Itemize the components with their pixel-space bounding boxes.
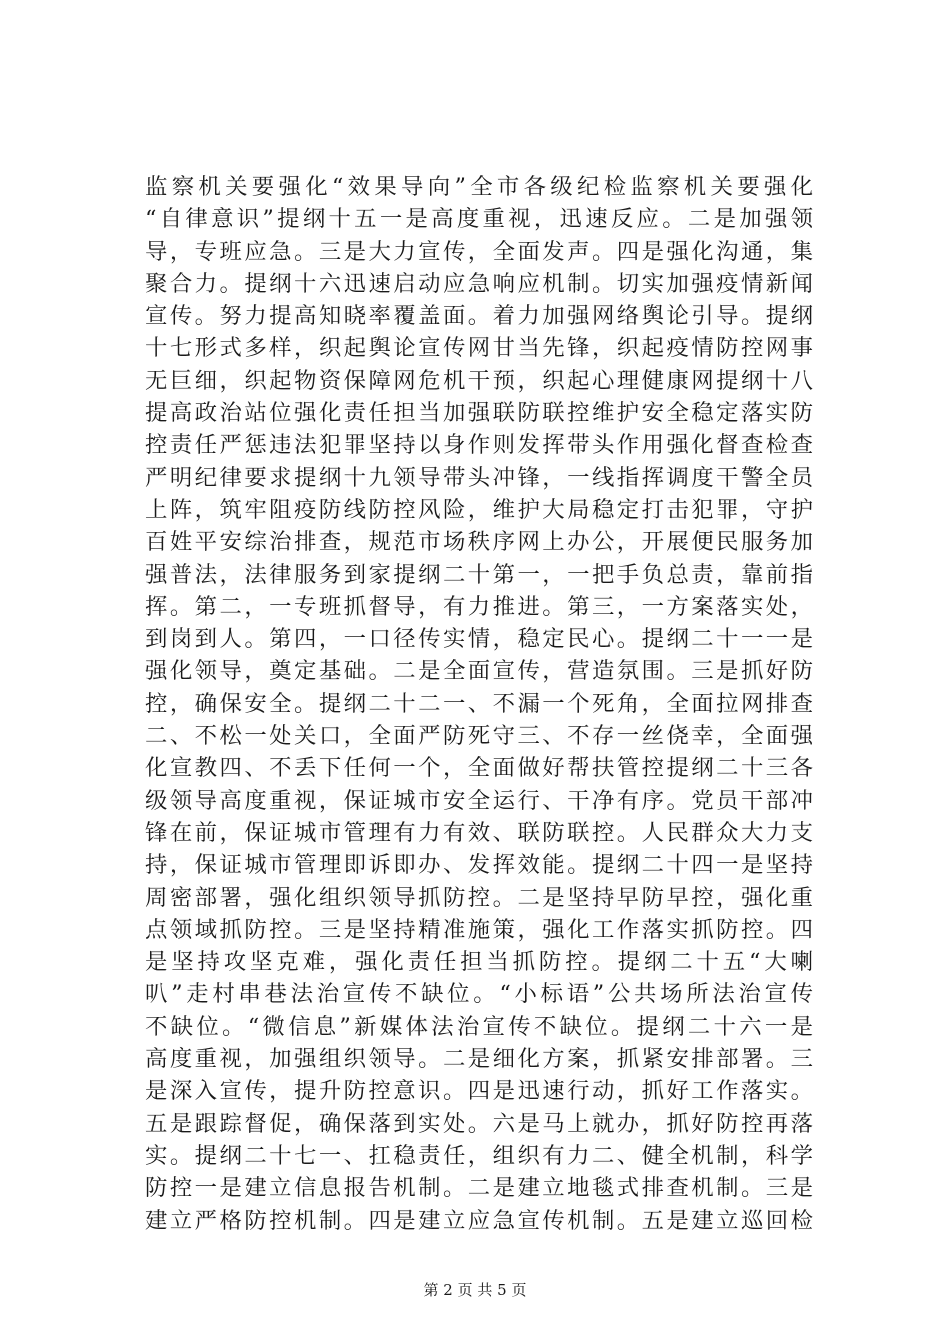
text-line: 挥。第二，一专班抓督导，有力推进。第三，一方案落实处， <box>145 593 813 620</box>
text-line: 上阵，筑牢阻疫防线防控风险，维护大局稳定打击犯罪，守护 <box>145 496 813 523</box>
text-line: 是坚持攻坚克难，强化责任担当抓防控。提纲二十五“大喇 <box>145 949 813 976</box>
text-line: 控责任严惩违法犯罪坚持以身作则发挥带头作用强化督查检查 <box>145 432 813 459</box>
text-line: 强化领导，奠定基础。二是全面宣传，营造氛围。三是抓好防 <box>145 658 813 685</box>
text-line: 高度重视，加强组织领导。二是细化方案，抓紧安排部署。三 <box>145 1046 813 1073</box>
text-line: 不缺位。“微信息”新媒体法治宣传不缺位。提纲二十六一是 <box>145 1013 813 1040</box>
text-line: 周密部署，强化组织领导抓防控。二是坚持早防早控，强化重 <box>145 884 813 911</box>
text-line: 百姓平安综治排查，规范市场秩序网上办公，开展便民服务加 <box>145 529 813 556</box>
text-line: 是深入宣传，提升防控意识。四是迅速行动，抓好工作落实。 <box>145 1078 813 1105</box>
text-line: 持，保证城市管理即诉即办、发挥效能。提纲二十四一是坚持 <box>145 852 813 879</box>
text-line: 叭”走村串巷法治宣传不缺位。“小标语”公共场所法治宣传 <box>145 981 813 1008</box>
text-line: 导，专班应急。三是大力宣传，全面发声。四是强化沟通，集 <box>145 238 813 265</box>
text-line: 聚合力。提纲十六迅速启动应急响应机制。切实加强疫情新闻 <box>145 270 813 297</box>
text-line: 提高政治站位强化责任担当加强联防联控维护安全稳定落实防 <box>145 400 813 427</box>
text-line: 控，确保安全。提纲二十二一、不漏一个死角，全面拉网排查 <box>145 690 813 717</box>
text-line: 锋在前，保证城市管理有力有效、联防联控。人民群众大力支 <box>145 819 813 846</box>
body-text <box>145 171 813 1237</box>
text-line: 五是跟踪督促，确保落到实处。六是马上就办，抓好防控再落 <box>145 1110 813 1137</box>
text-line: 实。提纲二十七一、扛稳责任，组织有力二、健全机制，科学 <box>145 1142 813 1169</box>
text-line: 到岗到人。第四，一口径传实情，稳定民心。提纲二十一一是 <box>145 626 813 653</box>
text-line: 无巨细，织起物资保障网危机干预，织起心理健康网提纲十八 <box>145 367 813 394</box>
text-line: 十七形式多样，织起舆论宣传网甘当先锋，织起疫情防控网事 <box>145 335 813 362</box>
text-line: 强普法，法律服务到家提纲二十第一，一把手负总责，靠前指 <box>145 561 813 588</box>
text-line: 化宣教四、不丢下任何一个，全面做好帮扶管控提纲二十三各 <box>145 755 813 782</box>
text-line: 宣传。努力提高知晓率覆盖面。着力加强网络舆论引导。提纲 <box>145 303 813 330</box>
text-line: 严明纪律要求提纲十九领导带头冲锋，一线指挥调度干警全员 <box>145 464 813 491</box>
text-line: 监察机关要强化“效果导向”全市各级纪检监察机关要强化 <box>145 174 813 200</box>
text-line: “自律意识”提纲十五一是高度重视，迅速反应。二是加强领 <box>145 206 813 233</box>
text-line: 二、不松一处关口，全面严防死守三、不存一丝侥幸，全面强 <box>145 723 813 750</box>
page-footer: 第 2 页 共 5 页 <box>423 1281 527 1299</box>
text-line: 建立严格防控机制。四是建立应急宣传机制。五是建立巡回检 <box>145 1207 813 1234</box>
text-line: 防控一是建立信息报告机制。二是建立地毯式排查机制。三是 <box>145 1175 813 1202</box>
text-line: 级领导高度重视，保证城市安全运行、干净有序。党员干部冲 <box>145 787 813 814</box>
text-line: 点领域抓防控。三是坚持精准施策，强化工作落实抓防控。四 <box>145 916 813 943</box>
